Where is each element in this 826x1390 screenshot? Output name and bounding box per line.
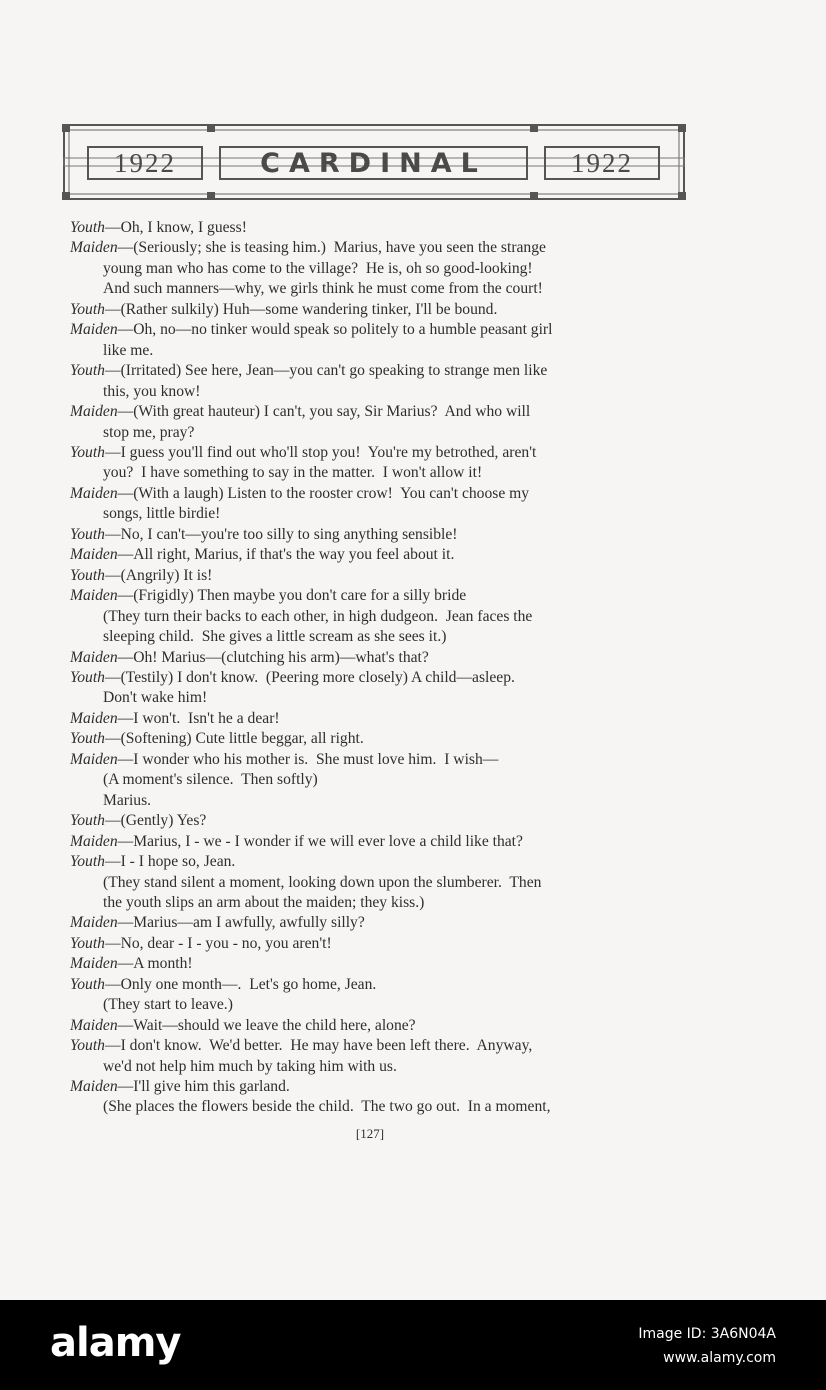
dialogue-line [70,1036,690,1056]
dialogue-line [70,361,690,381]
dialogue-line [70,525,690,545]
source-url: www.alamy.com [663,1350,776,1366]
dialogue-line [70,668,690,688]
speaker-name: Maiden [70,239,118,257]
continuation-line [70,382,690,402]
year-right-box [544,146,660,180]
continuation-line [70,1097,690,1117]
speaker-name: Youth [70,668,105,686]
dialogue-line [70,750,690,770]
line-text: —Marius, I - we - I wonder if we will ever love a child like that? [117,832,523,850]
line-text: —I'll give him this garland. [117,1078,290,1096]
line-text: —(Angrily) It is! [104,566,213,584]
dialogue-line [70,402,690,422]
line-text: this, you know! [103,382,201,400]
line-text: you? I have something to say in the matter. I won't allow it! [103,464,483,482]
continuation-line [70,341,690,361]
speaker-name: Youth [70,853,105,871]
line-text: songs, little birdie! [103,505,221,523]
dialogue-line [70,218,690,238]
speaker-name: Maiden [70,709,118,727]
continuation-line [70,607,690,627]
line-text: —Wait—should we leave the child here, alone? [117,1016,416,1034]
speaker-name: Maiden [70,750,118,768]
speaker-name: Maiden [70,587,118,605]
speaker-name: Maiden [70,955,118,973]
speaker-name: Maiden [70,914,118,932]
line-text: —A month! [117,955,193,973]
speaker-name: Youth [70,730,105,748]
line-text: Marius. [103,791,152,809]
continuation-line [70,279,690,299]
dialogue-line [70,975,690,995]
line-text: —Oh, no—no tinker would speak so politely to a humble peasant girl [117,321,553,339]
speaker-name: Youth [70,219,105,236]
line-text: And such manners—why, we girls think he must come from the court! [103,280,543,298]
speaker-name: Youth [70,443,105,461]
line-text: —Marius—am I awfully, awfully silly? [117,914,365,932]
continuation-line [70,627,690,647]
dialogue-line [70,1077,690,1097]
speaker-name: Youth [70,300,105,318]
line-text: stop me, pray? [103,423,195,441]
dialogue-line [70,934,690,954]
continuation-line [70,791,690,811]
dialogue-line [70,852,690,872]
line-text: (They start to leave.) [103,996,233,1014]
speaker-name: Youth [70,975,105,993]
image-id: Image ID: 3A6N04A [638,1326,776,1342]
speaker-name: Youth [70,812,105,830]
dialogue-line [70,648,690,668]
continuation-line [70,259,690,279]
dialogue-line [70,484,690,504]
line-text: —Oh, I know, I guess! [104,219,247,236]
speaker-name: Youth [70,566,105,584]
speaker-name: Youth [70,934,105,952]
year-left-box [87,146,203,180]
watermark-footer [0,1300,826,1390]
continuation-line [70,770,690,790]
dialogue-line [70,811,690,831]
continuation-line [70,463,690,483]
image-reference [638,1322,776,1370]
dialogue-line [70,709,690,729]
line-text: —(Rather sulkily) Huh—some wandering tinker, I'll be bound. [104,300,498,318]
dialogue-line [70,1016,690,1036]
line-text: —All right, Marius, if that's the way you feel about it. [117,546,455,564]
speaker-name: Maiden [70,1016,118,1034]
dialogue-line [70,320,690,340]
cardinal-header-banner [62,122,686,202]
line-text: —No, dear - I - you - no, you aren't! [104,934,332,952]
dialogue-line [70,545,690,565]
dialogue-line [70,913,690,933]
line-text: sleeping child. She gives a little scream as she sees it.) [103,628,447,646]
continuation-line [70,873,690,893]
year-left: 1922 [114,147,176,178]
dialogue-line [70,238,690,258]
line-text: —I won't. Isn't he a dear! [117,709,280,727]
line-text: we'd not help him much by taking him with us. [103,1057,397,1075]
dialogue-line [70,954,690,974]
speaker-name: Maiden [70,648,118,666]
continuation-line [70,423,690,443]
line-text: —Only one month—. Let's go home, Jean. [104,975,377,993]
line-text: —I guess you'll find out who'll stop you! You're my betrothed, aren't [104,443,537,461]
dialogue-line [70,300,690,320]
brand-logo: alamy [50,1320,181,1366]
line-text: —I wonder who his mother is. She must love him. I wish— [117,750,499,768]
continuation-line [70,893,690,913]
line-text: (They turn their backs to each other, in high dudgeon. Jean faces the [103,607,533,625]
dialogue-line [70,566,690,586]
speaker-name: Maiden [70,484,118,502]
line-text: —No, I can't—you're too silly to sing anything sensible! [104,525,458,543]
line-text: like me. [103,341,154,359]
dialogue-line [70,443,690,463]
speaker-name: Maiden [70,321,118,339]
line-text: —(Softening) Cute little beggar, all right. [104,730,364,748]
dialogue-line [70,729,690,749]
year-right: 1922 [571,147,633,178]
speaker-name: Youth [70,525,105,543]
speaker-name: Maiden [70,546,118,564]
line-text: the youth slips an arm about the maiden; they kiss.) [103,893,425,911]
line-text: Don't wake him! [103,689,208,707]
dialogue-line [70,832,690,852]
line-text: —(With a laugh) Listen to the rooster crow! You can't choose my [117,484,530,502]
line-text: —(Seriously; she is teasing him.) Marius, have you seen the strange [117,239,546,257]
continuation-line [70,504,690,524]
speaker-name: Youth [70,362,105,380]
continuation-line [70,688,690,708]
line-text: (She places the flowers beside the child. The two go out. In a moment, [103,1098,551,1116]
speaker-name: Youth [70,1037,105,1055]
continuation-line [70,995,690,1015]
line-text: —(With great hauteur) I can't, you say, Sir Marius? And who will [117,403,531,421]
publication-title: CARDINAL [260,147,487,179]
line-text: —(Gently) Yes? [104,812,207,830]
line-text: —(Irritated) See here, Jean—you can't go speaking to strange men like [104,362,548,380]
line-text: —I - I hope so, Jean. [104,853,236,871]
dialogue-line [70,586,690,606]
speaker-name: Maiden [70,1078,118,1096]
line-text: young man who has come to the village? He is, oh so good-looking! [103,259,533,277]
line-text: (A moment's silence. Then softly) [103,771,318,789]
line-text: (They stand silent a moment, looking down upon the slumberer. Then [103,873,542,891]
speaker-name: Maiden [70,832,118,850]
line-text: —I don't know. We'd better. He may have been left there. Anyway, [104,1037,533,1055]
line-text: —(Testily) I don't know. (Peering more closely) A child—asleep. [104,668,515,686]
page-number: [127] [355,1126,385,1141]
line-text: —Oh! Marius—(clutching his arm)—what's that? [117,648,429,666]
line-text: —(Frigidly) Then maybe you don't care for a silly bride [117,587,467,605]
title-box [219,146,528,180]
speaker-name: Maiden [70,403,118,421]
continuation-line [70,1057,690,1077]
script-text [70,218,690,1118]
